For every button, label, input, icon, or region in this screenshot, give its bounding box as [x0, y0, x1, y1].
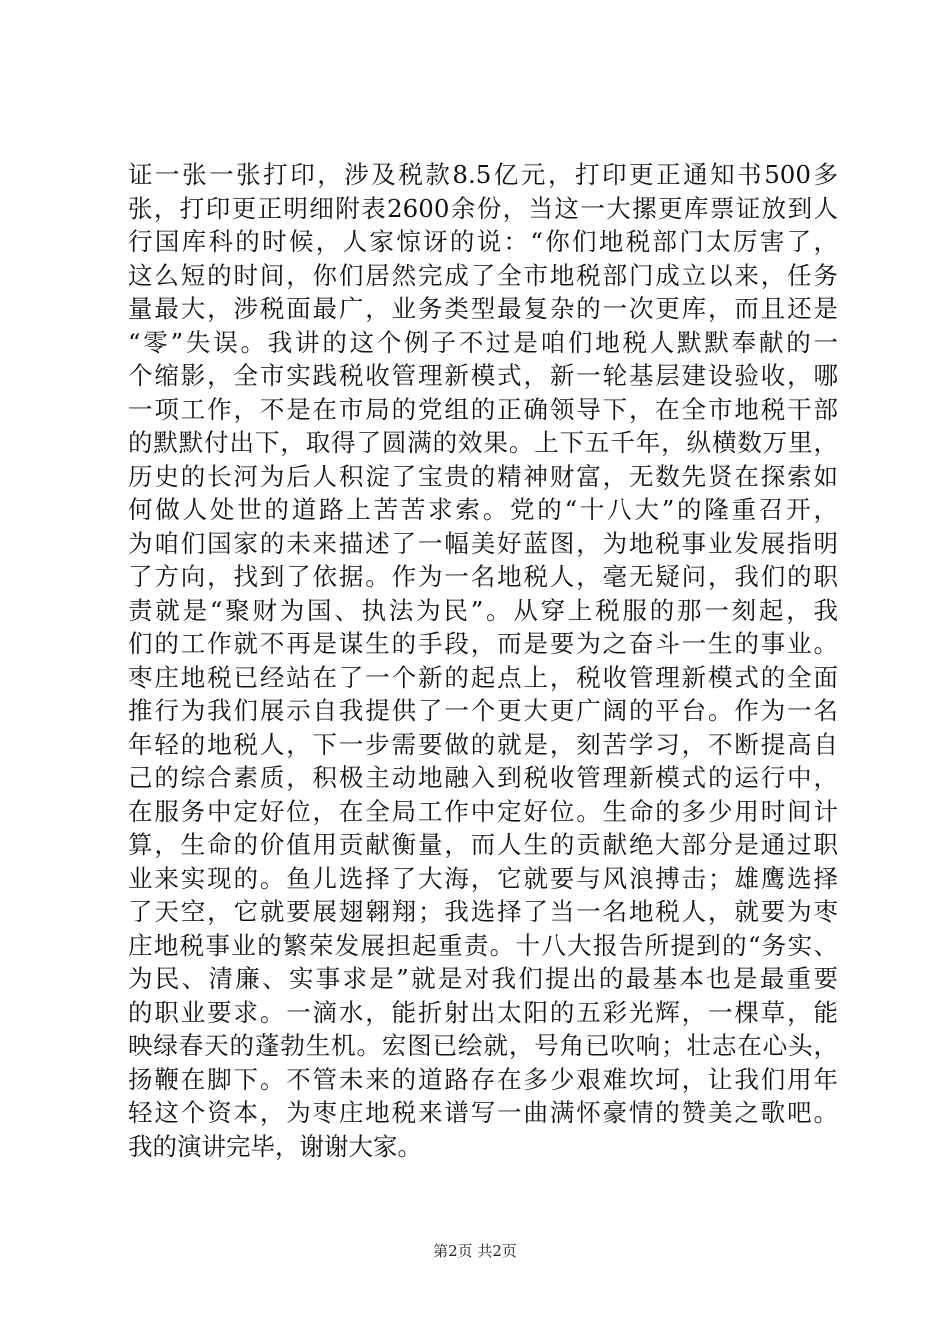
text-line: 个缩影，全市实践税收管理新模式，新一轮基层建设验收，哪	[128, 361, 838, 390]
text-line: 在服务中定好位，在全局工作中定好位。生命的多少用时间计	[128, 796, 838, 826]
text-line: 量最大，涉税面最广，业务类型最复杂的一次更库，而且还是	[128, 294, 838, 323]
text-line: 了方向，找到了依据。作为一名地税人，毫无疑问，我们的职	[128, 562, 838, 591]
text-line: 庄地税事业的繁荣发展担起重责。十八大报告所提到的“务实、	[128, 930, 838, 960]
text-line: 责就是“聚财为国、执法为民”。从穿上税服的那一刻起，我	[128, 595, 838, 625]
body-text	[128, 158, 838, 1163]
text-line: 们的工作就不再是谋生的手段，而是要为之奋斗一生的事业。	[128, 629, 838, 658]
text-line: 己的综合素质，积极主动地融入到税收管理新模式的运行中，	[128, 763, 838, 792]
text-line: 一项工作，不是在市局的党组的正确领导下，在全市地税干部	[128, 394, 838, 424]
text-line: 为民、清廉、实事求是”就是对我们提出的最基本也是最重要	[128, 964, 838, 993]
page-footer: 第2页 共2页	[433, 1242, 517, 1260]
text-line: 这么短的时间，你们居然完成了全市地税部门成立以来，任务	[128, 260, 838, 290]
text-line: 我的演讲完毕，谢谢大家。	[128, 1131, 422, 1161]
text-line: 的默默付出下，取得了圆满的效果。上下五千年，纵横数万里，	[128, 428, 838, 457]
text-line: 业来实现的。鱼儿选择了大海，它就要与风浪搏击；雄鹰选择	[128, 863, 838, 893]
text-line: 算，生命的价值用贡献衡量，而人生的贡献绝大部分是通过职	[128, 830, 838, 859]
text-line: 为咱们国家的未来描述了一幅美好蓝图，为地税事业发展指明	[128, 528, 838, 558]
text-line: 行国库科的时候，人家惊讶的说：“你们地税部门太厉害了，	[128, 227, 838, 256]
text-line: 张，打印更正明细附表2600余份，当这一大摞更库票证放到人	[128, 193, 838, 223]
text-line: 枣庄地税已经站在了一个新的起点上，税收管理新模式的全面	[128, 662, 838, 692]
text-line: 证一张一张打印，涉及税款8.5亿元，打印更正通知书500多	[128, 160, 838, 189]
text-line: 何做人处世的道路上苦苦求索。党的“十八大”的隆重召开，	[128, 495, 838, 524]
text-line: 了天空，它就要展翅翱翔；我选择了当一名地税人，就要为枣	[128, 897, 838, 926]
text-line: 映绿春天的蓬勃生机。宏图已绘就，号角已吹响；壮志在心头，	[128, 1031, 838, 1060]
text-line: 推行为我们展示自我提供了一个更大更广阔的平台。作为一名	[128, 696, 838, 725]
text-line: 扬鞭在脚下。不管未来的道路存在多少艰难坎坷，让我们用年	[128, 1064, 838, 1094]
text-line: 历史的长河为后人积淀了宝贵的精神财富，无数先贤在探索如	[128, 461, 838, 491]
text-line: 的职业要求。一滴水，能折射出太阳的五彩光辉，一棵草，能	[128, 997, 838, 1027]
text-line: 年轻的地税人，下一步需要做的就是，刻苦学习，不断提高自	[128, 729, 838, 759]
text-line: “零”失误。我讲的这个例子不过是咱们地税人默默奉献的一	[128, 327, 838, 357]
text-line: 轻这个资本，为枣庄地税来谱写一曲满怀豪情的赞美之歌吧。	[128, 1098, 838, 1127]
